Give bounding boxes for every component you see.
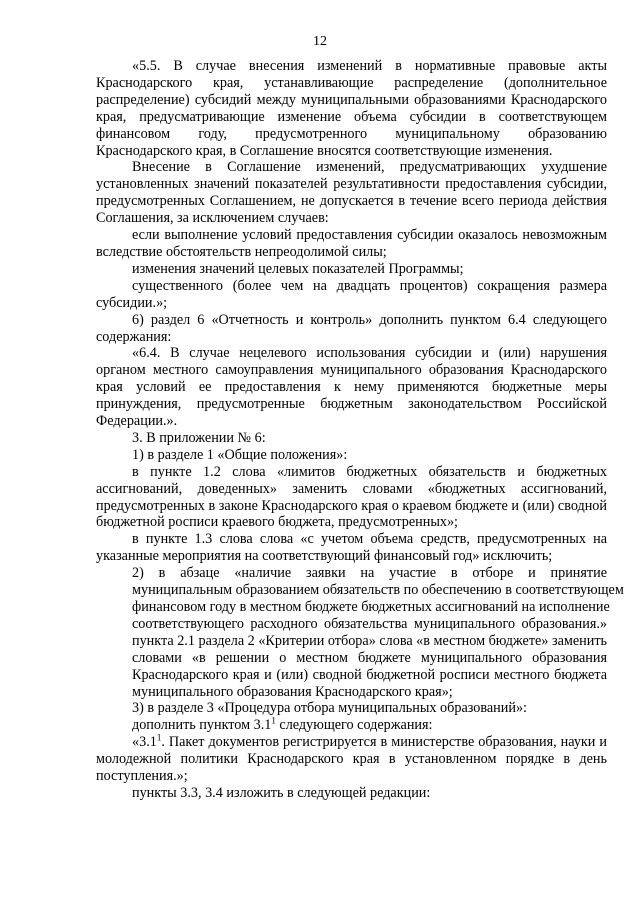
paragraph-line: словами «в решении о местном бюджете муниципального образования	[132, 649, 607, 666]
paragraph-line: 2) в абзаце «наличие заявки на участие в отборе и принятие	[132, 565, 607, 582]
superscript: 1	[156, 732, 162, 743]
paragraph-line: муниципального образования Краснодарского края»;	[132, 683, 453, 700]
paragraph: 3. В приложении № 6:	[132, 429, 266, 446]
paragraph-line: муниципальным образованием обязательств по обеспечению в соответствующем	[132, 582, 624, 599]
paragraph-line: финансовом году в местном бюджете бюджетных ассигнований на исполнение	[132, 599, 610, 615]
paragraph: пункты 3.3, 3.4 изложить в следующей редакции:	[132, 784, 431, 801]
superscript: 1	[271, 715, 276, 726]
paragraph-text: следующего содержания:	[275, 717, 433, 734]
paragraph-line: Краснодарского края и (или) сводной бюджетной росписи местного бюджета	[132, 666, 607, 683]
paragraph: «5.5. В случае внесения изменений в нормативные правовые акты Краснодарского края, устанавливающие распределение (дополнительное распределение) субсидий между муниципальными образованиями Краснодарского края, предусматривающие изменение объема субсидии в соответствующем финансовом году, предусмотренного муниципальному образованию Краснодарского края, в Соглашение вносятся соответствующие изменения.	[96, 58, 607, 159]
page-number: 12	[313, 34, 327, 49]
paragraph	[96, 565, 624, 700]
paragraph	[96, 734, 607, 785]
paragraph: существенного (более чем на двадцать процентов) сокращения размера субсидии.»;	[96, 277, 607, 311]
paragraph-text: «3.1	[132, 734, 157, 751]
paragraph-text: . Пакет документов регистрируется в министерстве образования, науки и молодежной политики Краснодарского края в установленном порядке в день поступления.»;	[96, 734, 607, 785]
paragraph: в пункте 1.3 слова слова «с учетом объема средств, предусмотренных на указанные мероприятия на соответствующий финансовый год» исключить;	[96, 531, 607, 565]
paragraph: 6) раздел 6 «Отчетность и контроль» дополнить пунктом 6.4 следующего содержания:	[96, 311, 607, 345]
paragraph	[96, 717, 607, 734]
paragraph: в пункте 1.2 слова «лимитов бюджетных обязательств и бюджетных ассигнований, доведенных» заменить словами «бюджетных ассигнований, предусмотренных в законе Краснодарского края о краевом бюджете и (или) сводной бюджетной росписи краевого бюджета, предусмотренных»;	[96, 463, 607, 531]
document-body	[96, 58, 624, 802]
paragraph-text: дополнить пунктом 3.1	[132, 717, 272, 734]
paragraph: 3) в разделе 3 «Процедура отбора муниципальных образований»:	[132, 700, 527, 717]
paragraph: «6.4. В случае нецелевого использования субсидии и (или) нарушения органом местного самоуправления муниципального образования Краснодарского края условий ее предоставления к нему применяются бюджетные меры принуждения, предусмотренные бюджетным законодательством Российской Федерации.».	[96, 345, 607, 430]
paragraph: Внесение в Соглашение изменений, предусматривающих ухудшение установленных значений показателей результативности предоставления субсидии, предусмотренных Соглашением, не допускается в течение всего периода действия Соглашения, за исключением случаев:	[96, 159, 607, 227]
paragraph-line: пункта 2.1 раздела 2 «Критерии отбора» слова «в местном бюджете» заменить	[132, 632, 607, 649]
paragraph: изменения значений целевых показателей Программы;	[132, 260, 464, 277]
paragraph: если выполнение условий предоставления субсидии оказалось невозможным вследствие обстоятельств непреодолимой силы;	[96, 227, 607, 260]
paragraph: 1) в разделе 1 «Общие положения»:	[132, 446, 348, 463]
paragraph-line: соответствующего расходного обязательства муниципального образования.»	[132, 615, 607, 632]
